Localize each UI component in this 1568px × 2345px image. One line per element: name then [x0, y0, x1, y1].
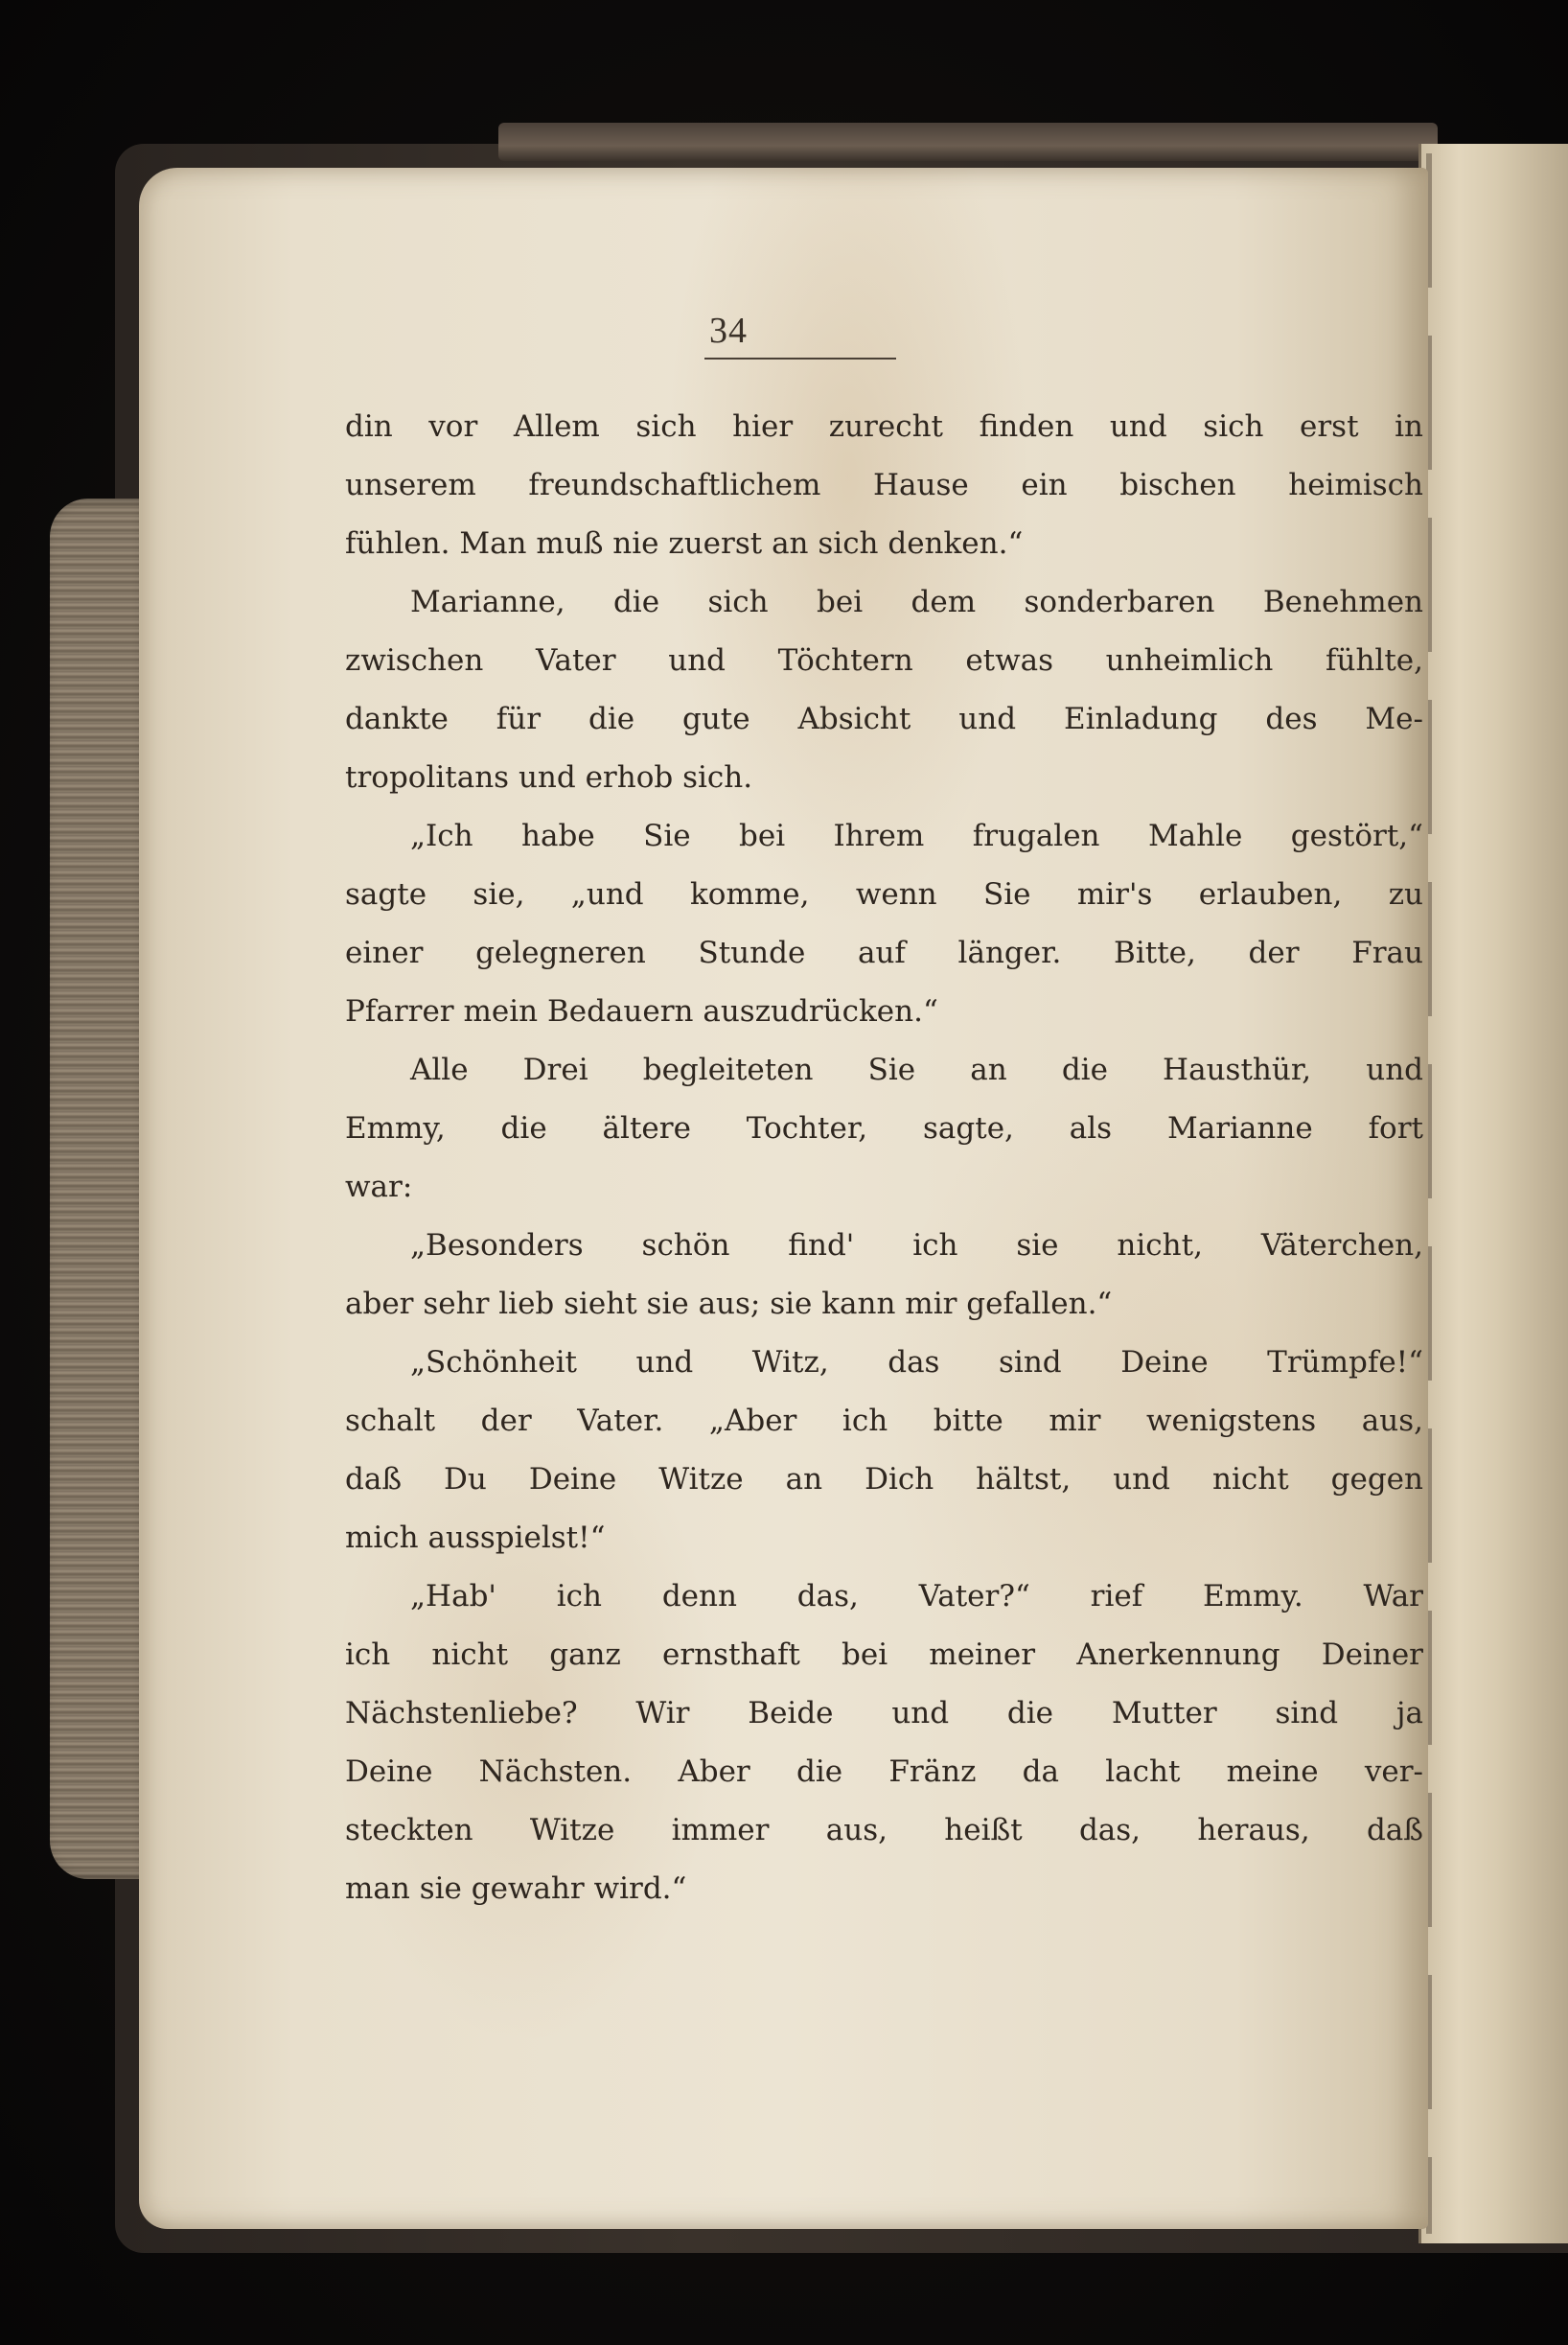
- text-line: sagte sie, „und komme, wenn Sie mir's erlauben, zu: [345, 877, 1423, 912]
- text-line: fühlen. Man muß nie zuerst an sich denken.“: [345, 526, 1024, 561]
- text-line: daß Du Deine Witze an Dich hältst, und nicht gegen: [345, 1462, 1423, 1497]
- text-line: war:: [345, 1170, 413, 1204]
- text-line: schalt der Vater. „Aber ich bitte mir wenigstens aus,: [345, 1404, 1423, 1438]
- text-line: mich ausspielst!“: [345, 1521, 606, 1555]
- text-line: din vor Allem sich hier zurecht finden und sich erst in: [345, 409, 1423, 444]
- text-line: „Ich habe Sie bei Ihrem frugalen Mahle gestört,“: [410, 819, 1423, 853]
- text-line: man sie gewahr wird.“: [345, 1871, 687, 1906]
- text-line: Deine Nächsten. Aber die Fränz da lacht meine ver-: [345, 1754, 1423, 1789]
- text-line: ich nicht ganz ernsthaft bei meiner Anerkennung Deiner: [345, 1637, 1423, 1672]
- page-number-rule: [704, 358, 896, 360]
- text-line: einer gelegneren Stunde auf länger. Bitte, der Frau: [345, 936, 1423, 970]
- text-line: „Schönheit und Witz, das sind Deine Trümpfe!“: [410, 1345, 1423, 1380]
- text-line: Marianne, die sich bei dem sonderbaren Benehmen: [410, 585, 1423, 619]
- text-line: tropolitans und erhob sich.: [345, 760, 753, 795]
- text-line: dankte für die gute Absicht und Einladung des Me-: [345, 702, 1423, 736]
- text-line: steckten Witze immer aus, heißt das, heraus, daß: [345, 1813, 1423, 1847]
- text-line: aber sehr lieb sieht sie aus; sie kann mir gefallen.“: [345, 1287, 1113, 1321]
- book-binding-top: [498, 123, 1438, 161]
- text-line: Pfarrer mein Bedauern auszudrücken.“: [345, 994, 938, 1029]
- page-stack-edge: [1418, 144, 1568, 2243]
- text-line: Alle Drei begleiteten Sie an die Hausthür, und: [410, 1053, 1423, 1087]
- text-line: „Hab' ich denn das, Vater?“ rief Emmy. War: [410, 1579, 1423, 1614]
- text-line: zwischen Vater und Töchtern etwas unheimlich fühlte,: [345, 643, 1423, 678]
- text-line: unserem freundschaftlichem Hause ein bischen heimisch: [345, 468, 1423, 502]
- text-line: Nächstenliebe? Wir Beide und die Mutter sind ja: [345, 1696, 1423, 1730]
- book-page: [139, 168, 1428, 2229]
- page-text: [345, 398, 1423, 1918]
- page-number: 34: [709, 311, 748, 351]
- text-line: „Besonders schön find' ich sie nicht, Väterchen,: [410, 1228, 1423, 1263]
- text-line: Emmy, die ältere Tochter, sagte, als Marianne fort: [345, 1111, 1423, 1146]
